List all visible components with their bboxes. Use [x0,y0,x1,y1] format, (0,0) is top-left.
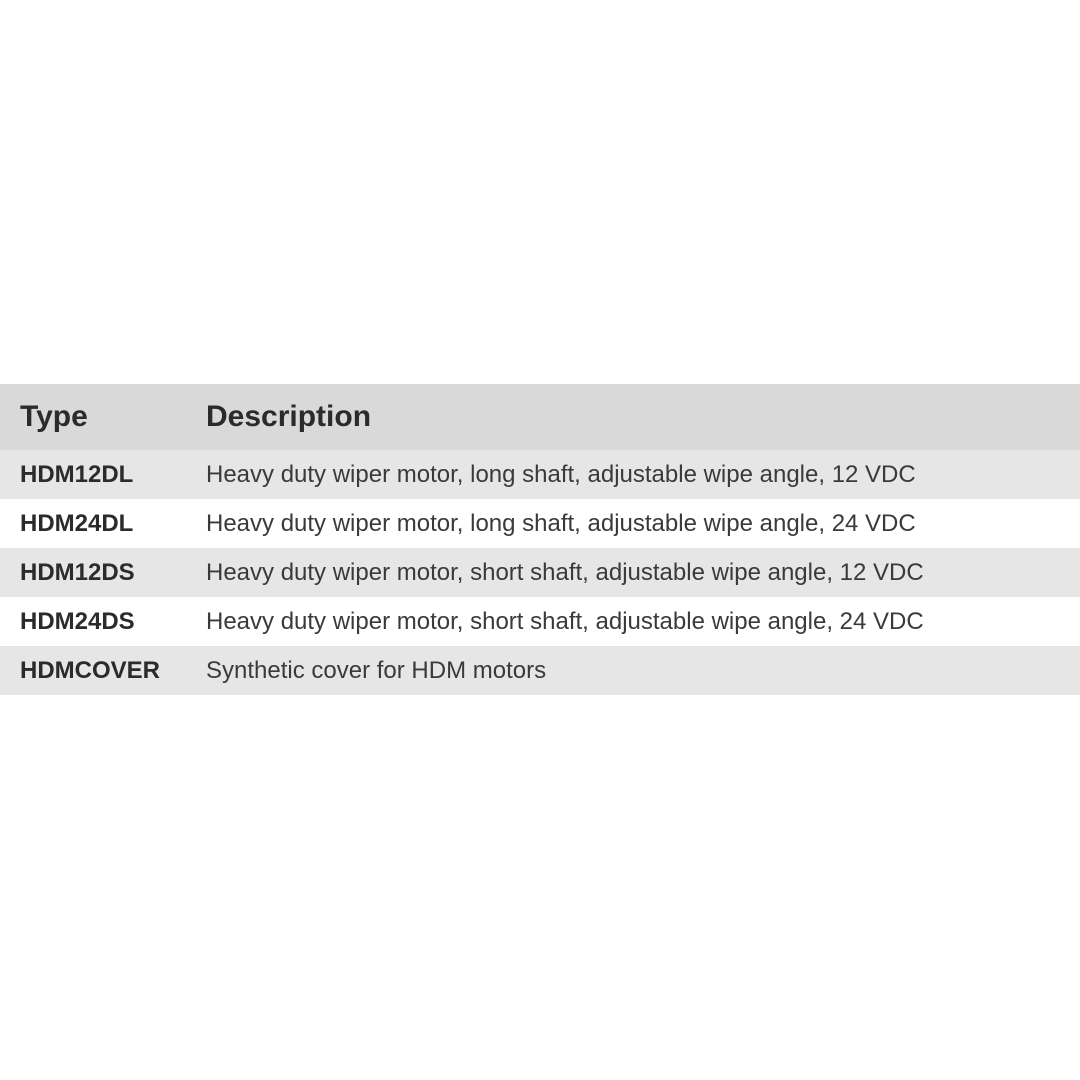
table-row [0,499,1080,548]
type-cell: HDM12DS [0,548,206,597]
description-cell: Synthetic cover for HDM motors [206,646,1080,695]
table-row [0,597,1080,646]
description-cell: Heavy duty wiper motor, long shaft, adjustable wipe angle, 12 VDC [206,450,1080,499]
description-cell: Heavy duty wiper motor, long shaft, adjustable wipe angle, 24 VDC [206,499,1080,548]
column-header-description: Description [206,384,1080,450]
type-cell: HDMCOVER [0,646,206,695]
table-header [0,384,1080,450]
description-cell: Heavy duty wiper motor, short shaft, adjustable wipe angle, 12 VDC [206,548,1080,597]
table-header-row [0,384,1080,450]
table-body [0,450,1080,695]
column-header-type: Type [0,384,206,450]
product-spec-table [0,384,1080,695]
description-cell: Heavy duty wiper motor, short shaft, adjustable wipe angle, 24 VDC [206,597,1080,646]
type-cell: HDM24DL [0,499,206,548]
table-row [0,646,1080,695]
type-cell: HDM24DS [0,597,206,646]
type-cell: HDM12DL [0,450,206,499]
table-row [0,450,1080,499]
table-row [0,548,1080,597]
